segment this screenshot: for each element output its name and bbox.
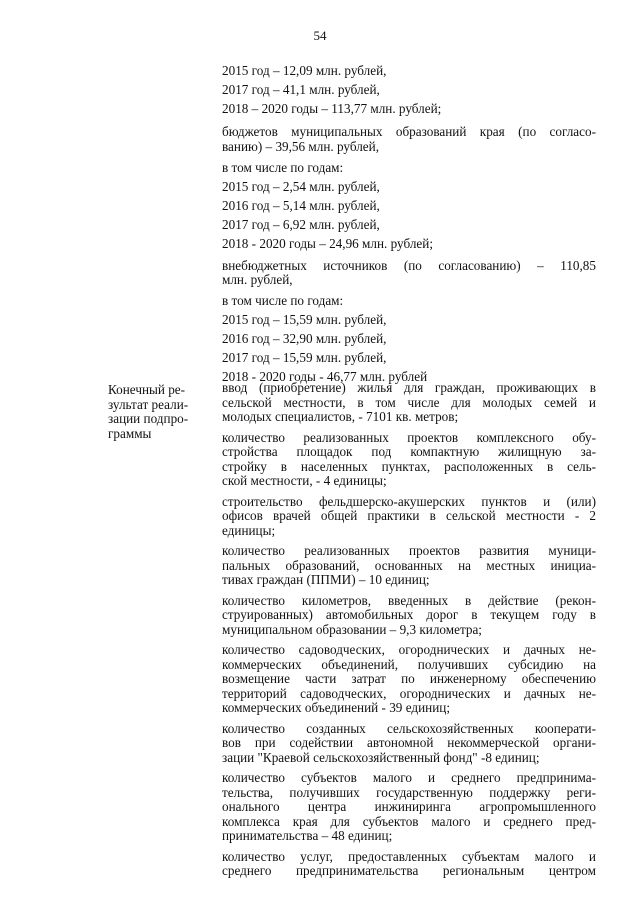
text-line: ввод (приобретение) жилья для граждан, проживающих в — [222, 380, 596, 395]
text-line: в том числе по годам: — [222, 159, 344, 175]
text-line: 2017 год – 15,59 млн. рублей, — [222, 350, 387, 365]
text-line: стройку в населенных пунктах, расположенных в сель- — [222, 458, 596, 474]
text-line: количество услуг, предоставленных субъектам малого и — [222, 848, 596, 864]
result-item — [222, 722, 596, 766]
text-line: 2016 год – 32,90 млн. рублей, — [222, 331, 387, 346]
text-line: 2017 год – 6,92 млн. рублей, — [222, 216, 380, 232]
text-line: коммерческих объединений - 39 единиц; — [222, 700, 450, 715]
text-line: количество реализованных проектов развития муници- — [222, 543, 596, 558]
result-item — [222, 544, 596, 588]
text-line: 2015 год – 15,59 млн. рублей, — [222, 312, 387, 327]
text-line: количество субъектов малого и среднего предпринима- — [222, 770, 596, 785]
text-line: количество созданных сельскохозяйственных кооперати- — [222, 720, 596, 736]
text-line: количество реализованных проектов комплексного обу- — [222, 429, 596, 445]
text-line: тельства, получивших государственную поддержку реги- — [222, 784, 596, 800]
text-line: бюджетов муниципальных образований края (по согласо- — [222, 124, 596, 139]
text-line: единицы; — [222, 522, 276, 538]
text-line: струированных) автомобильных дорог в текущем году в — [222, 607, 596, 622]
text-line: офисов врачей общей практики в сельской местности - 2 — [222, 508, 596, 523]
text-line: 2016 год – 5,14 млн. рублей, — [222, 197, 380, 213]
text-line: 2018 – 2020 годы – 113,77 млн. рублей; — [222, 101, 442, 116]
page-number: 54 — [313, 28, 327, 43]
text-line: территорий садоводческих, огороднических и дачных не- — [222, 685, 596, 701]
result-item — [222, 850, 596, 879]
text-line: онального центра инжиниринга агропромышленного — [222, 799, 596, 814]
result-item — [222, 431, 596, 489]
text-line: возмещение части затрат по инженерному обеспечению — [222, 671, 596, 686]
text-line: тивах граждан (ППМИ) – 10 единиц; — [222, 572, 430, 587]
label-line: Конечный ре- — [108, 382, 186, 397]
text-line: молодых специалистов, - 7101 кв. метров; — [222, 409, 459, 424]
text-line: среднего предпринимательства региональным центром — [222, 863, 596, 878]
text-line: 2017 год – 41,1 млн. рублей, — [222, 82, 380, 97]
text-line: строительство фельдшерско-акушерских пунктов и (или) — [222, 493, 596, 509]
result-item — [222, 643, 596, 716]
text-line: 2015 год – 12,09 млн. рублей, — [222, 63, 387, 78]
text-line: 2018 - 2020 годы - 46,77 млн. рублей — [222, 369, 428, 384]
result-item — [222, 381, 596, 425]
text-line: принимательства – 48 единиц; — [222, 828, 393, 843]
text-line: муниципальном образовании – 9,3 километра; — [222, 621, 482, 637]
text-line: 2018 - 2020 годы – 24,96 млн. рублей; — [222, 235, 434, 251]
final-result-items — [222, 381, 596, 879]
text-line: ской местности, - 4 единицы; — [222, 473, 387, 488]
text-line: в том числе по годам: — [222, 293, 344, 308]
text-line: комплекса края для субъектов малого и среднего пред- — [222, 813, 596, 829]
text-line: вов при содействии автономной некоммерческой органи- — [222, 735, 596, 750]
result-item — [222, 495, 596, 539]
text-line: коммерческих объединений, получивших субсидию на — [222, 656, 596, 672]
text-line: ванию) – 39,56 млн. рублей, — [222, 138, 380, 154]
result-item — [222, 594, 596, 638]
text-line: зации "Краевой сельскохозяйственный фонд" -8 единиц; — [222, 749, 540, 765]
text-line: стройства площадок под компактную жилищную за- — [222, 444, 596, 459]
result-item — [222, 771, 596, 844]
label-line: граммы — [108, 425, 152, 441]
text-line: млн. рублей, — [222, 272, 293, 287]
text-line: количество километров, введенных в действие (рекон- — [222, 592, 596, 608]
text-line: 2015 год – 2,54 млн. рублей, — [222, 178, 380, 194]
text-line: пальных образований, основанных на местных инициа- — [222, 557, 596, 573]
text-line: внебюджетных источников (по согласованию) – 110,85 — [222, 257, 596, 273]
label-line: зации подпро- — [108, 411, 189, 426]
funding-block — [222, 64, 596, 389]
text-line: сельской местности, в том числе для молодых семей и — [222, 394, 596, 410]
text-line: количество садоводческих, огороднических и дачных не- — [222, 642, 596, 657]
label-line: зультат реали- — [108, 396, 189, 412]
final-result-label — [108, 383, 214, 441]
